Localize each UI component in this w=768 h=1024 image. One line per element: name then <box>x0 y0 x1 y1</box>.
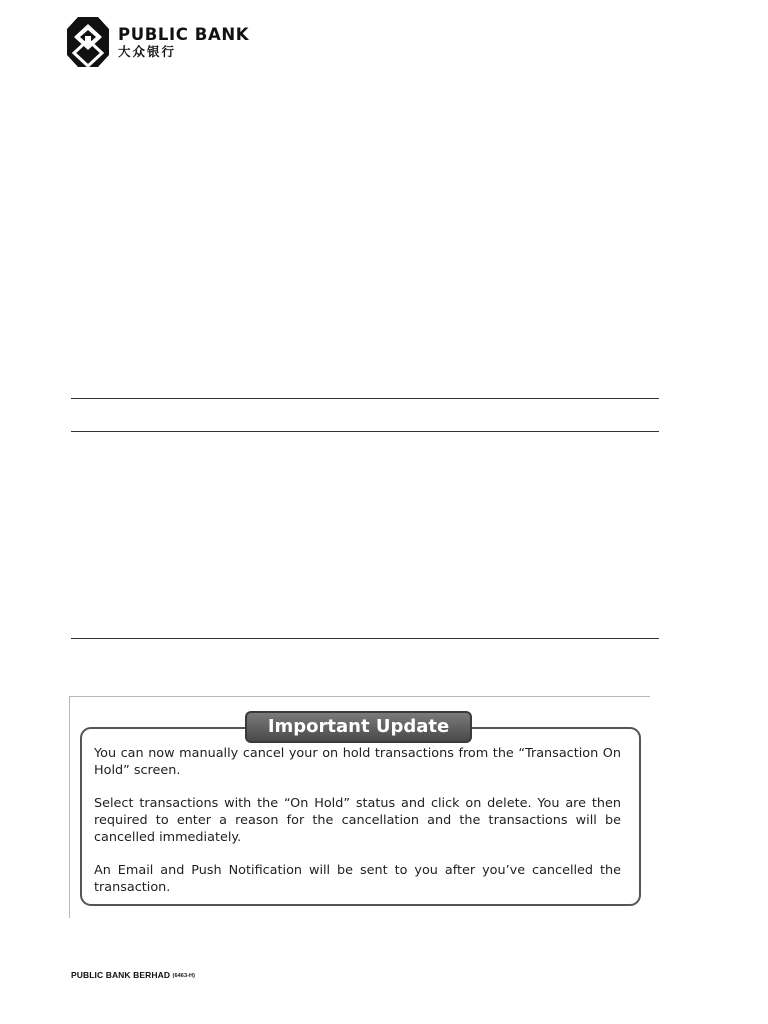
notice-paragraph: An Email and Push Notification will be sent to you after you’ve cancelled the transaction. <box>94 863 621 895</box>
notice-paragraph: You can now manually cancel your on hold transactions from the “Transaction On Hold” screen. <box>94 746 621 778</box>
bank-logo <box>67 16 249 68</box>
footer-registration-number: (6463-H) <box>172 973 196 979</box>
notice-paragraph: Select transactions with the “On Hold” status and click on delete. You are then required to enter a reason for the cancellation and the transactions will be cancelled immediately. <box>94 796 621 845</box>
divider-line <box>71 398 659 399</box>
important-update-body <box>94 745 621 912</box>
divider-line <box>71 638 659 639</box>
footer-company-name <box>71 970 195 980</box>
public-bank-emblem-icon <box>67 16 109 68</box>
logo-name-en: PUBLIC BANK <box>118 25 250 44</box>
important-update-badge: Important Update <box>245 711 472 743</box>
divider-line <box>71 431 659 432</box>
logo-name-zh: 大众银行 <box>118 44 177 59</box>
footer-company: PUBLIC BANK BERHAD <box>71 970 171 980</box>
